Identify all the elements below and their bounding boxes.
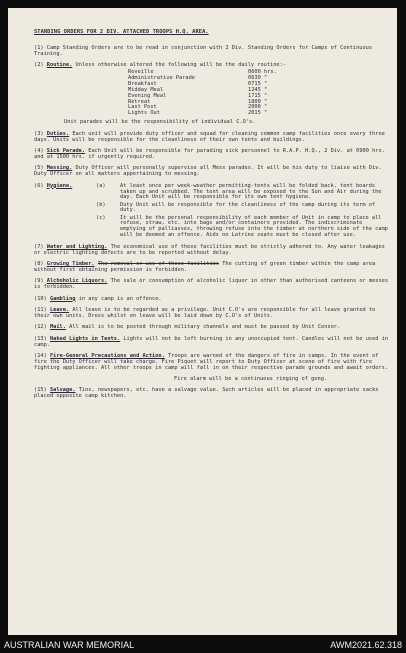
schedule-row: Lights Out 2015 " [128, 110, 268, 117]
paragraph-4-sick-parade [34, 149, 389, 161]
paragraph-heading: Naked Lights in Tents. [49, 335, 121, 342]
paragraph-heading: Salvage. [49, 387, 76, 394]
paragraph-number: (2) [34, 62, 44, 69]
paragraph-text: All mail is to be posted through military channels and must be passed by Unit Censor. [69, 324, 341, 331]
paragraph-heading: Mail. [49, 324, 66, 331]
paragraph-text: The economical use of these facilities must be strictly adhered to. Any water leakages or electric lighting defects are to be reported without delay. [34, 243, 385, 256]
archive-footer [0, 638, 406, 653]
paragraph-text: in any camp is an offence. [78, 295, 162, 302]
paragraph-text: Unless otherwise altered the following will be the daily routine:- [75, 62, 286, 69]
paragraph-number: (10) [34, 295, 47, 302]
paragraph-text: All leave is to be regarded as a privilege. Unit C.O's are responsible for all leave granted to their own units. Dress whilst on leave will be laid down by C.O's of Units. [34, 306, 376, 319]
subparagraph-label: (a) [96, 182, 106, 189]
subparagraph-text: At least once per week-weather permitting-tents will be folded back, tent boards taken up and scrubbed. The tent area will be exposed to the Sun and Air during the day. Each Unit will be responsible for its own tent hygiene. [120, 182, 382, 201]
schedule-row: Reveille 0600 hrs. [128, 69, 277, 76]
paragraph-heading: Messing. [46, 165, 73, 172]
routine-note: Unit parades will be the responsibility of individual C.O's. [64, 119, 256, 126]
fire-alarm-note: Fire alarm will be a continuous ringing of gong. [174, 375, 328, 382]
paragraph-number: (6) [34, 182, 44, 189]
subparagraph-text: It will be the personal responsibility of each member of Unit in camp to place all refuse, straw, etc. into bags and/or containers provided. The indiscriminate emptying of palliasses, throwing refuse into the timber at northern side of the camp will be deemed an offence. Aids on Latrine seats must be closed after use. [120, 214, 388, 239]
paragraph-heading: Alchoholic Liquors. [46, 278, 108, 285]
paragraph-heading: Duties. [46, 130, 70, 137]
document-title: STANDING ORDERS FOR 2 DIV. ATTACHED TROOPS H.Q. AREA. [34, 29, 209, 35]
paragraph-number: (15) [34, 387, 47, 394]
paragraph-number: (9) [34, 278, 44, 285]
paragraph-text: Tins, newspapers, etc. have a salvage value. Such articles will be placed in appropriate sacks placed opposite camp kitchen. [34, 387, 379, 400]
subparagraph-label: (b) [96, 201, 106, 208]
schedule-row: Last Post 2000 " [128, 104, 268, 111]
paragraph-text: Each Unit will be responsible for parading sick personnel to R.A.P. H.Q., 2 Div. at 0900 hrs. and at 1500 hrs. if urgently required. [34, 147, 385, 160]
paragraph-12-mail [34, 325, 389, 331]
routine-schedule [34, 70, 389, 117]
schedule-row: Retreat 1800 " [128, 98, 268, 105]
paragraph-3-duties [34, 132, 389, 144]
accession-number: AWM2021.62.318 [330, 640, 402, 650]
paragraph-1 [34, 46, 389, 58]
paragraph-heading: Fire-General Precautions and Action. [49, 353, 165, 359]
schedule-row: Midday Meal 1245 " [128, 86, 268, 93]
paragraph-number: (8) [34, 260, 44, 267]
paragraph-heading: Leave. [49, 306, 70, 313]
paragraph-15-salvage [34, 388, 389, 400]
paragraph-text: The sale or consumption of alcoholic liquor in other than authorised canteens or messes is forbidden. [34, 278, 389, 291]
paragraph-number: (4) [34, 147, 44, 154]
paragraph-text: Troops are warned of the dangers of fire in camps. In the event of fire the Duty Officer will take charge. Fire Piquet will report to Duty Officer at scene of fire with fire fighting appliances. All other troops in camp will fall in on their respective parade grounds and await orders. [34, 353, 388, 371]
paragraph-heading: Growing Timber. [46, 260, 95, 267]
schedule-row: Breakfast 0715 " [128, 80, 268, 87]
paragraph-text: The cutting of green timber within the camp area without first obtaining permission is forbidden. [34, 260, 376, 273]
paragraph-heading: Water and Lighting. [46, 243, 108, 250]
paragraph-heading: Hygiene. [46, 182, 73, 189]
paragraph-heading: Routine. [46, 62, 73, 69]
paragraph-number: (3) [34, 130, 44, 137]
paragraph-heading: Gambling [49, 295, 76, 302]
paragraph-number: (1) [34, 44, 44, 51]
schedule-row: Administrative Parade 0630 " [128, 75, 268, 82]
schedule-row: Evening Meal 1715 " [128, 92, 268, 99]
paragraph-text: Camp Standing Orders are to be read in conjunction with 2 Div. Standing Orders for Camps of Continuous Training. [34, 44, 373, 57]
paragraph-number: (14) [34, 353, 47, 359]
paragraph-6-hygiene [34, 184, 389, 240]
paragraph-8-growing-timber [34, 262, 389, 274]
document-page [8, 8, 397, 635]
paragraph-number: (12) [34, 324, 47, 331]
paragraph-number: (13) [34, 335, 47, 342]
paragraph-number: (11) [34, 306, 47, 313]
paragraph-5-messing [34, 166, 389, 178]
paragraph-number: (7) [34, 243, 44, 250]
paragraph-2-routine [34, 63, 389, 126]
paragraph-14-fire [34, 354, 389, 383]
paragraph-text: Duty Officer will personally supervise all Mess parades. It will be his duty to liaise with Div. Duty Officer on all matters appertaining to messing. [34, 165, 382, 178]
paragraph-7-water-lighting [34, 245, 389, 257]
paragraph-11-leave [34, 308, 389, 320]
subparagraph-text: Duty Unit will be responsible for the cleanliness of the camp during its term of duty. [120, 201, 376, 214]
paragraph-text: Lights will not be left burning in any unoccupied tent. Candles will not be used in camp. [34, 335, 389, 348]
paragraph-13-naked-lights [34, 337, 389, 349]
subparagraph-label: (c) [96, 214, 106, 221]
struck-text: The removal or use of these facilities [97, 260, 220, 267]
institution-label: AUSTRALIAN WAR MEMORIAL [4, 640, 135, 650]
paragraph-heading: Sick Parade. [46, 147, 86, 154]
paragraph-number: (5) [34, 165, 44, 172]
paragraph-9-alcohol [34, 279, 389, 291]
paragraph-10-gambling [34, 297, 389, 303]
paragraph-text: Each unit will provide duty officer and squad for cleaning common camp facilities once every three days. Units will be responsible for the cleanliness of their own tents and buildings. [34, 130, 385, 143]
